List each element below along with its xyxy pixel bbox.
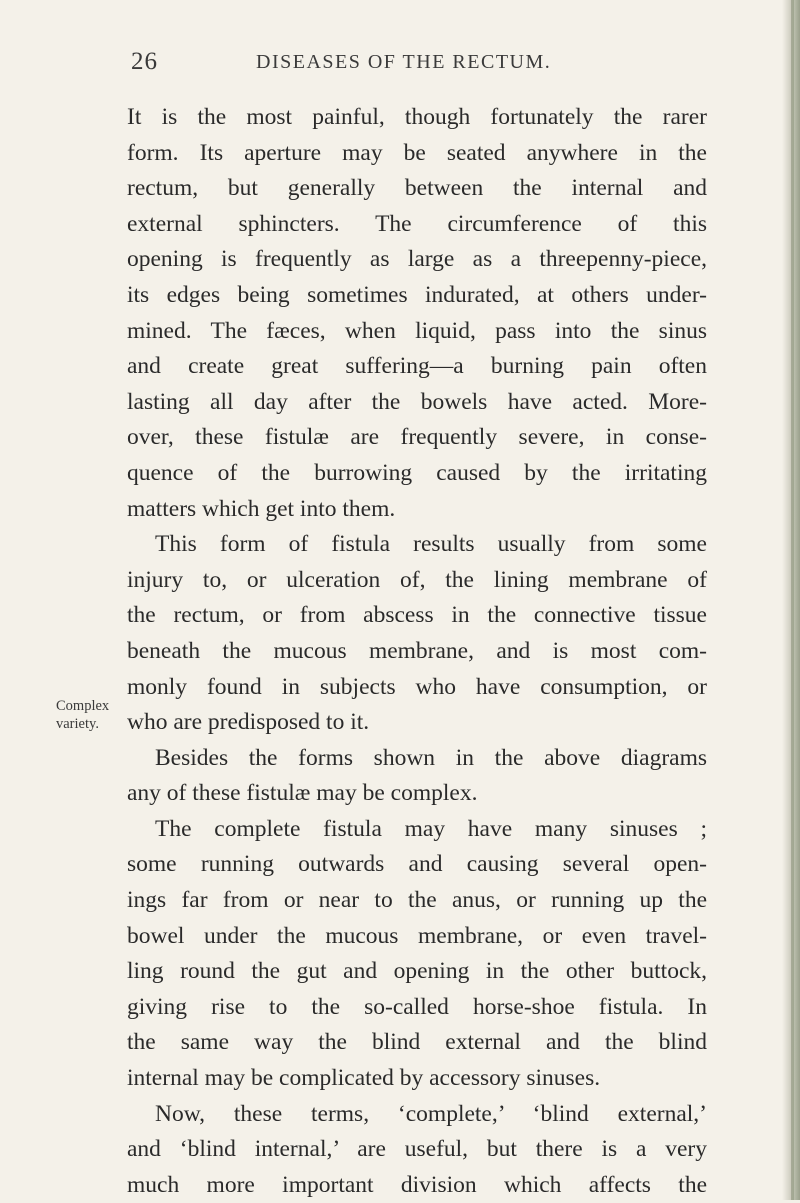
text-line: internal may be complicated by accessory sinuses. xyxy=(127,1065,601,1092)
text-line: rectum, but generally between the internal and xyxy=(127,175,707,202)
text-line: monly found in subjects who have consumption, or xyxy=(127,673,707,700)
text-line: beneath the mucous membrane, and is most com- xyxy=(127,637,707,664)
text-line: Now, these terms, ‘complete,’ ‘blind external,’ xyxy=(155,1100,707,1127)
text-line: Besides the forms shown in the above diagrams xyxy=(155,744,707,771)
margin-note-line: Complex xyxy=(56,698,110,714)
text-line: external sphincters. The circumference of this xyxy=(127,210,707,237)
text-line: quence of the burrowing caused by the irritating xyxy=(127,459,707,486)
binding-edge xyxy=(791,0,794,1200)
text-line: bowel under the mucous membrane, or even travel- xyxy=(127,922,707,949)
text-line: any of these fistulæ may be complex. xyxy=(127,780,478,807)
text-line: over, these fistulæ are frequently severe, in conse- xyxy=(127,424,707,451)
margin-note-line: variety. xyxy=(56,716,99,732)
text-line: lasting all day after the bowels have acted. More- xyxy=(127,388,707,415)
text-line: and ‘blind internal,’ are useful, but there is a very xyxy=(127,1136,707,1163)
text-line: and create great suffering—a burning pain often xyxy=(127,353,707,380)
text-line: opening is frequently as large as a threepenny-piece, xyxy=(127,246,707,273)
running-head xyxy=(0,48,800,88)
text-line: The complete fistula may have many sinuses ; xyxy=(155,815,707,842)
text-line: matters which get into them. xyxy=(127,495,396,522)
page-number: 26 xyxy=(131,48,158,75)
text-line: injury to, or ulceration of, the lining membrane of xyxy=(127,566,707,593)
running-title: DISEASES OF THE RECTUM. xyxy=(256,51,552,73)
text-line: the rectum, or from abscess in the connective tissue xyxy=(127,602,707,629)
text-line: who are predisposed to it. xyxy=(127,709,370,736)
text-line: the same way the blind external and the blind xyxy=(127,1029,707,1056)
text-line: some running outwards and causing several open- xyxy=(127,851,707,878)
text-line: form. Its aperture may be seated anywhere in the xyxy=(127,139,707,166)
margin-note xyxy=(56,697,128,733)
text-line: giving rise to the so-called horse-shoe fistula. In xyxy=(127,993,707,1020)
text-line: its edges being sometimes indurated, at others under- xyxy=(127,281,707,308)
text-line: ings far from or near to the anus, or running up the xyxy=(127,887,707,914)
text-line: ling round the gut and opening in the other buttock, xyxy=(127,958,707,985)
text-line: much more important division which affects the xyxy=(127,1171,707,1198)
text-line: It is the most painful, though fortunately the rarer xyxy=(127,104,707,130)
body-text xyxy=(127,100,707,1203)
text-line: mined. The fæces, when liquid, pass into the sinus xyxy=(127,317,707,344)
text-line: This form of fistula results usually from some xyxy=(155,531,707,558)
